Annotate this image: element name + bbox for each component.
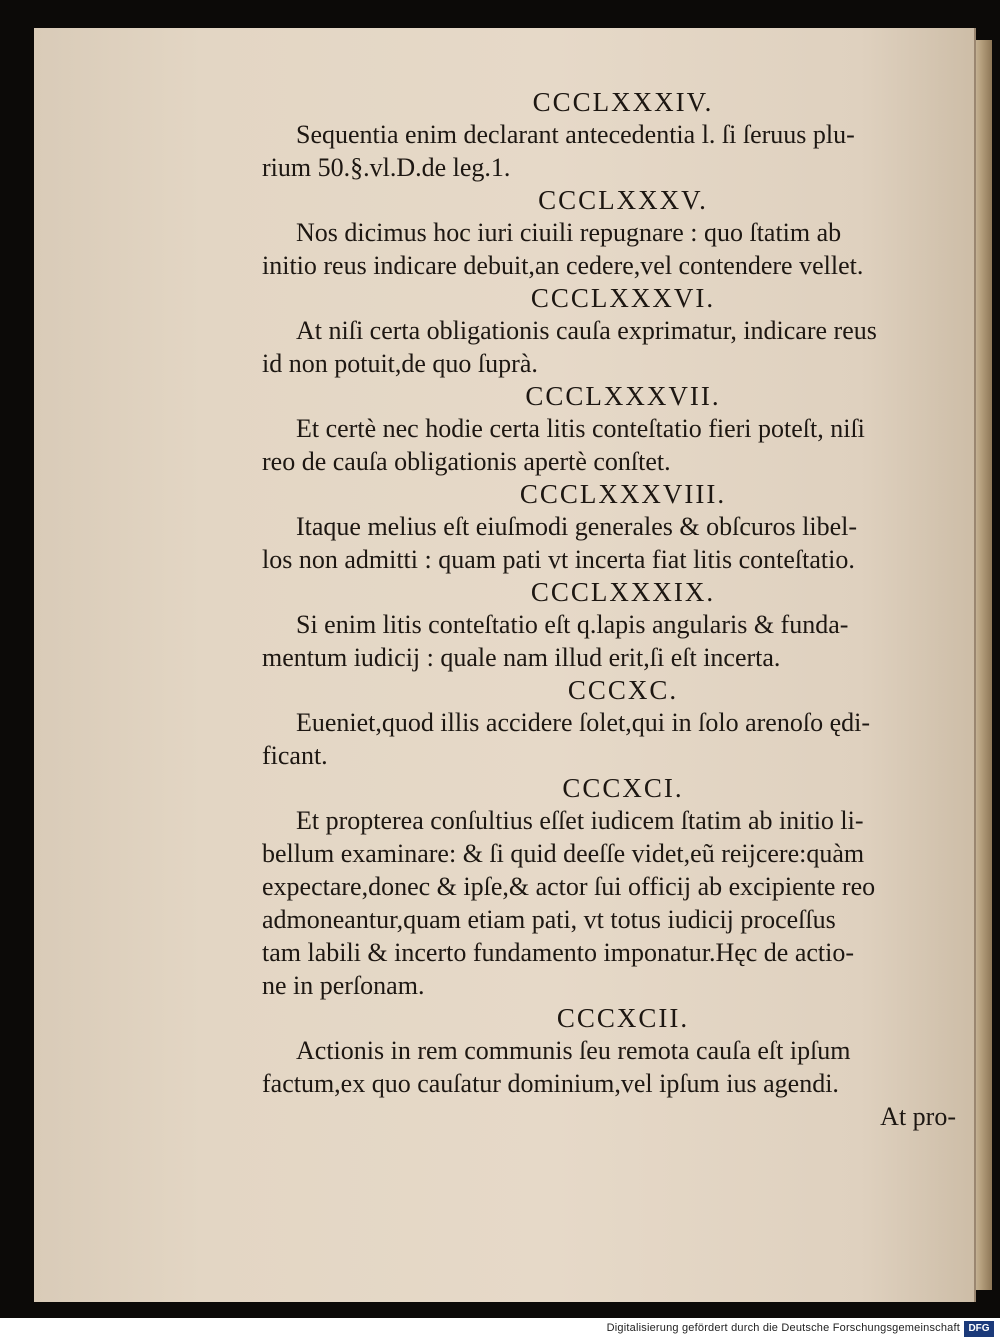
text-line: Itaque melius eſt eiuſmodi generales & obſcuros libel- — [296, 512, 858, 541]
page-edge — [974, 40, 992, 1290]
text-line: reo de cauſa obligationis apertè conſtet. — [262, 447, 671, 476]
section-heading: CCCLXXXV. — [538, 185, 708, 215]
text-line: admoneantur,quam etiam pati, vt totus iudicij proceſſus — [262, 905, 836, 934]
text-line: Nos dicimus hoc iuri ciuili repugnare : quo ſtatim ab — [296, 218, 842, 247]
footer-bar — [0, 1318, 1000, 1342]
text-line: expectare,donec & ipſe,& actor ſui officij ab excipiente reo — [262, 872, 876, 901]
text-line: initio reus indicare debuit,an cedere,vel contendere vellet. — [262, 251, 864, 280]
text-line: Et certè nec hodie certa litis conteſtatio fieri poteſt, niſi — [296, 414, 865, 443]
text-line: Si enim litis conteſtatio eſt q.lapis angularis & funda- — [296, 610, 849, 639]
text-line: ficant. — [262, 741, 328, 770]
text-line: bellum examinare: & ſi quid deeſſe videt,eũ reijcere:quàm — [262, 839, 865, 868]
section-heading: CCCXC. — [567, 675, 679, 705]
text-line: los non admitti : quam pati vt incerta fiat litis conteſtatio. — [262, 545, 855, 574]
section-heading: CCCLXXXIX. — [530, 577, 716, 607]
section-heading: CCCLXXXVII. — [525, 381, 721, 411]
text-line: id non potuit,de quo ſuprà. — [262, 349, 538, 378]
text-line: Et propterea conſultius eſſet iudicem ſtatim ab initio li- — [296, 806, 864, 835]
dfg-logo: DFG — [964, 1321, 994, 1337]
funding-credit: Digitalisierung gefördert durch die Deutsche Forschungsgemeinschaft — [606, 1322, 960, 1334]
text-line: factum,ex quo cauſatur dominium,vel ipſum ius agendi. — [262, 1069, 839, 1098]
text-line: mentum iudicij : quale nam illud erit,ſi eſt incerta. — [262, 643, 781, 672]
text-line: tam labili & incerto fundamento imponatur.Hęc de actio- — [262, 938, 855, 967]
text-line: At niſi certa obligationis cauſa exprimatur, indicare reus — [296, 316, 877, 345]
text-line: rium 50.§.vl.D.de leg.1. — [262, 153, 511, 182]
text-line: Actionis in rem communis ſeu remota cauſa eſt ipſum — [296, 1036, 851, 1065]
catchword: At pro- — [880, 1102, 956, 1131]
section-heading: CCCXCI. — [562, 773, 684, 803]
page-text — [262, 86, 964, 1133]
section-heading: CCCLXXXVIII. — [519, 479, 727, 509]
section-heading: CCCLXXXVI. — [530, 283, 716, 313]
text-line: ne in perſonam. — [262, 971, 425, 1000]
text-line: Sequentia enim declarant antecedentia l. ſi ſeruus plu- — [296, 120, 855, 149]
text-line: Eueniet,quod illis accidere ſolet,qui in ſolo arenoſo ędi- — [296, 708, 870, 737]
section-heading: CCCLXXXIV. — [532, 87, 714, 117]
section-heading: CCCXCII. — [556, 1003, 690, 1033]
